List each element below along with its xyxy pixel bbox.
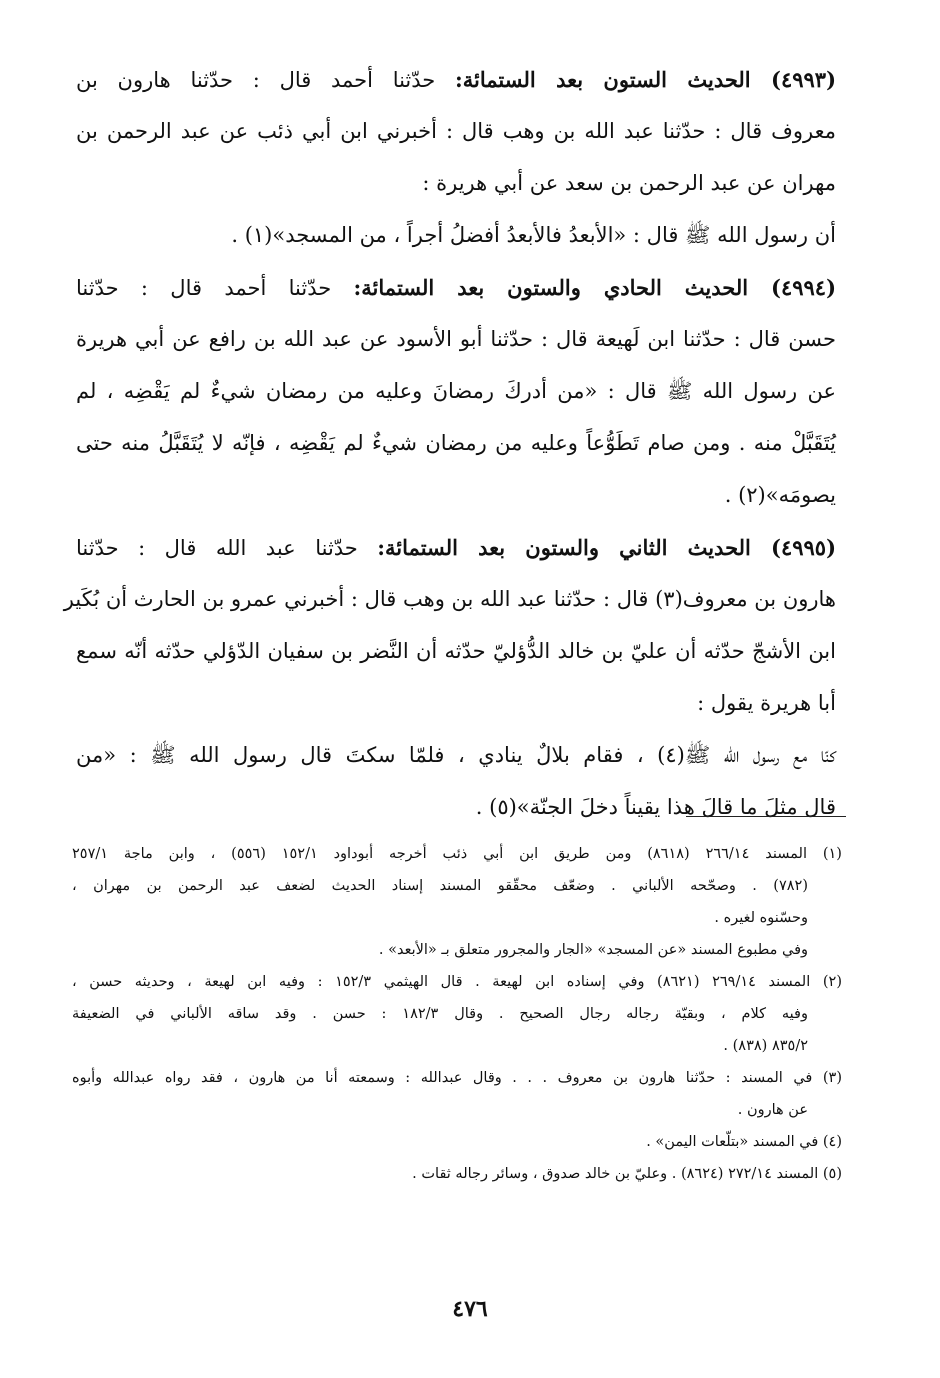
text-line <box>76 272 836 324</box>
hadith-heading: (٤٩٩٣) الحديث الستون بعد الستمائة: <box>455 67 837 92</box>
text-line <box>76 64 836 116</box>
text-line <box>76 480 836 532</box>
text-line <box>76 220 836 272</box>
line-text: هارون بن معروف(٣) قال : حدّثنا عبد الله بن وهب قال : أخبرني عمرو بن الحارث أن بُكَير <box>63 587 836 611</box>
footnote-separator <box>686 816 846 817</box>
text-line <box>76 376 836 428</box>
footnote-line: (١) المسند ٢٦٦/١٤ (٨٦١٨) ومن طريق ابن أبي ذئب أخرجه أبوداود ١٥٢/١ (٥٥٦) ، وابن ماجة ٢٥٧/١ <box>72 846 842 862</box>
text-line <box>76 116 836 168</box>
line-text: أن رسول الله ﷺ قال : «الأبعدُ فالأبعدُ أفضلُ أجراً ، من المسجد»(١) . <box>231 223 836 247</box>
line-text: عن رسول الله ﷺ قال : «من أدركَ رمضانَ وعليه من رمضان شيءٌ لم يَقْضِه ، لم <box>76 379 836 403</box>
text-line <box>76 688 836 740</box>
footnote-line: وفيه كلام ، وبقيّة رجاله رجال الصحيح . وقال ١٨٢/٣ : حسن . وقد ساقه الألباني في الضعيفة <box>72 1006 808 1022</box>
line-text: حدّثنا أحمد قال : حدّثنا هارون بن <box>76 68 456 92</box>
footnote-line: (٤) في المسند «بتلّعات اليمن» . <box>646 1134 842 1150</box>
hadith-heading: (٤٩٩٤) الحديث الحادي والستون بعد الستمائة: <box>353 275 837 300</box>
footnote-line: (٣) في المسند : حدّثنا هارون بن معروف . . . وقال عبدالله : وسمعته أنا من هارون ، فقد رواه عبدالله وأبوه <box>72 1070 842 1086</box>
footnote-line: (٥) المسند ٢٧٢/١٤ (٨٦٢٤) . وعليّ بن خالد صدوق ، وسائر رجاله ثقات . <box>412 1166 842 1182</box>
line-text: يصومَه»(٢) . <box>724 483 836 507</box>
text-line <box>76 428 836 480</box>
text-line <box>63 584 836 636</box>
footnote-line: وحسّنوه لغيره . <box>714 910 808 926</box>
hadith-heading: (٤٩٩٥) الحديث الثاني والستون بعد الستمائة: <box>377 535 836 560</box>
footnote-line: (٧٨٢) . وصحّحه الألباني . وضعّف محقّقو المسند إسناد الحديث لضعف عبد الرحمن بن مهران ، <box>72 878 808 894</box>
text-line <box>76 532 836 584</box>
text-line <box>76 740 836 792</box>
line-text: حسن قال : حدّثنا ابن لَهيعة قال : حدّثنا أبو الأسود عن عبد الله بن رافع عن أبي هريرة <box>76 327 836 351</box>
footnote-line: وفي مطبوع المسند «عن المسجد» «الجار والمجرور متعلق بـ «الأبعد» . <box>378 942 808 958</box>
line-text: حدّثنا أحمد قال : حدّثنا <box>76 276 354 300</box>
line-text: معروف قال : حدّثنا عبد الله بن وهب قال : أخبرني ابن أبي ذئب عن عبد الرحمن بن <box>76 119 836 143</box>
text-line <box>76 792 836 844</box>
text-line <box>76 168 836 220</box>
line-text: أبا هريرة يقول : <box>697 691 836 715</box>
line-text: قال مثلَ ما قالَ هذا يقيناً دخلَ الجنّة»(٥) . <box>475 795 836 819</box>
line-text: ابن الأشجّ حدّثه أن عليّ بن خالد الدُّؤليّ حدّثه أن النَّضر بن سفيان الدّؤلي حدّثه أنّه سمع <box>76 639 836 663</box>
text-line <box>76 636 836 688</box>
footnote-line: عن هارون . <box>737 1102 808 1118</box>
page-number: ٤٧٦ <box>452 1296 488 1322</box>
main-text <box>63 64 837 844</box>
footnote-line: (٢) المسند ٢٦٩/١٤ (٨٦٢١) وفي إسناده ابن لهيعة . قال الهيثمي ١٥٢/٣ : وفيه ابن لهيعة ، وحديثه حسن ، <box>72 974 842 990</box>
line-text: كنّا مع رسول الله ﷺ(٤) ، فقام بلالٌ ينادي ، فلمّا سكتَ قال رسول الله ﷺ : «من <box>76 743 836 767</box>
footnotes <box>72 842 842 1194</box>
footnote-line: ٨٣٥/٢ (٨٣٨) . <box>723 1038 808 1054</box>
line-text: يُتَقَبَّلْ منه . ومن صام تَطَوُّعاً وعليه من رمضان شيءٌ لم يَقْضِه ، فإنّه لا يُتَقَبَّلُ منه حتى <box>76 431 836 455</box>
text-line <box>76 324 836 376</box>
line-text: حدّثنا عبد الله قال : حدّثنا <box>76 536 378 560</box>
line-text: مهران عن عبد الرحمن بن سعد عن أبي هريرة : <box>422 171 836 195</box>
